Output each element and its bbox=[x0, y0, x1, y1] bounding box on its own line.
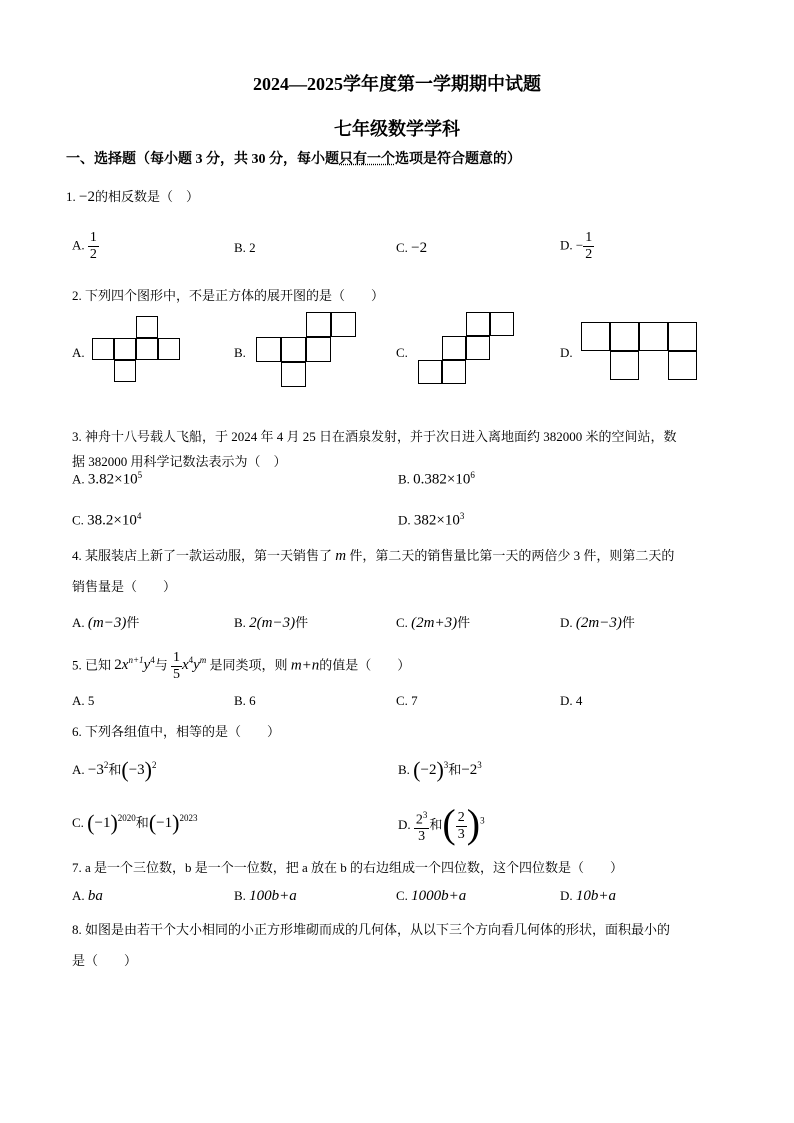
and-text: 和 bbox=[135, 815, 149, 830]
and-text: 和 bbox=[448, 762, 462, 777]
exponent: 3 bbox=[459, 511, 465, 521]
question-text: 件，第二天的销售量比第一天的两倍少 3 件，则第二天的 bbox=[346, 548, 675, 563]
option-b[interactable] bbox=[234, 612, 308, 632]
option-label: D. bbox=[560, 615, 573, 630]
unit: 件 bbox=[457, 615, 471, 630]
option-label: A. bbox=[72, 762, 85, 777]
option-expr: $(-3)^2$ bbox=[121, 757, 157, 782]
option-d-label[interactable]: D. bbox=[560, 345, 573, 360]
option-label: C. bbox=[396, 240, 408, 255]
option-value: 10b+a bbox=[575, 888, 617, 904]
option-label: C. bbox=[72, 815, 84, 830]
option-a[interactable] bbox=[72, 757, 157, 783]
option-value: 0.382×10 bbox=[413, 471, 471, 488]
and-text: 和 bbox=[429, 817, 443, 832]
option-a[interactable] bbox=[72, 612, 139, 632]
option-d[interactable] bbox=[560, 888, 616, 905]
exponent: 5 bbox=[137, 470, 143, 480]
option-label: C. bbox=[396, 615, 408, 630]
option-value: (2m−3) bbox=[575, 615, 622, 631]
option-value: 1000b+a bbox=[411, 888, 467, 904]
question-5 bbox=[72, 650, 410, 683]
unit: 件 bbox=[621, 615, 635, 630]
option-expr: $-2^3$ bbox=[461, 760, 482, 778]
option-value: (2m+3) bbox=[411, 615, 458, 631]
math-expr: m+n bbox=[290, 657, 320, 674]
option-d[interactable] bbox=[398, 511, 464, 529]
option-d[interactable]: D. − $\frac{1}{2}$ bbox=[560, 230, 593, 262]
question-text: 与 bbox=[154, 657, 168, 673]
option-a[interactable]: A. 5 bbox=[72, 693, 95, 708]
section-heading-part1: 一、选择题（每小题 3 分，共 30 分，每小题 bbox=[66, 152, 339, 167]
option-label: A. bbox=[72, 888, 85, 903]
cube-net-c bbox=[418, 312, 516, 388]
option-label: B. bbox=[234, 615, 246, 630]
question-4-line2: 销售量是（ ） bbox=[72, 579, 177, 594]
unit: 件 bbox=[126, 615, 140, 630]
question-expr: −2 bbox=[79, 189, 95, 205]
question-3-line1: 3. 神舟十八号载人飞船，于 2024 年 4 月 25 日在酒泉发射，并于次日进入离地面约 382000 米的空间站，数 bbox=[72, 429, 677, 444]
section-heading-emph: 只有一个 bbox=[339, 152, 395, 167]
option-value: 382×10 bbox=[413, 512, 460, 529]
option-label: D. bbox=[560, 888, 573, 903]
variable: m bbox=[335, 548, 347, 564]
option-c-label[interactable]: C. bbox=[396, 345, 408, 360]
cube-net-b bbox=[256, 312, 356, 390]
option-c[interactable] bbox=[396, 888, 466, 905]
question-number: 1. bbox=[66, 189, 76, 204]
question-text: 的值是（ ） bbox=[319, 657, 411, 673]
option-b[interactable]: B. 2 bbox=[234, 240, 256, 255]
option-d[interactable] bbox=[560, 612, 635, 632]
question-3-line2: 据 382000 用科学记数法表示为（ ） bbox=[72, 454, 287, 469]
option-label: A. bbox=[72, 615, 85, 630]
option-d[interactable]: D. 4 bbox=[560, 693, 583, 708]
section-heading bbox=[66, 148, 521, 168]
option-value: (m−3) bbox=[87, 615, 127, 631]
option-value: 100b+a bbox=[249, 888, 297, 904]
option-expr: $-3^2$ bbox=[87, 760, 109, 778]
option-label: C. bbox=[396, 888, 408, 903]
page-title: 2024—2025学年度第一学期期中试题 bbox=[253, 74, 541, 94]
and-text: 和 bbox=[108, 762, 122, 777]
option-c[interactable] bbox=[396, 612, 470, 632]
option-label: B. bbox=[398, 762, 410, 777]
page-subtitle: 七年级数学学科 bbox=[334, 119, 460, 139]
option-a[interactable] bbox=[72, 470, 142, 488]
fraction: $\frac{1}{2}$ bbox=[89, 230, 97, 262]
option-value: −2 bbox=[411, 240, 428, 256]
option-label: B. bbox=[398, 471, 410, 487]
question-text: 4. 某服装店上新了一款运动服，第一天销售了 bbox=[72, 548, 336, 563]
option-value: ba bbox=[87, 888, 103, 904]
option-value: 38.2×10 bbox=[87, 512, 137, 529]
question-text: 的相反数是（ ） bbox=[94, 189, 199, 204]
option-b[interactable]: B. 6 bbox=[234, 693, 256, 708]
question-7: 7. a 是一个三位数，b 是一个一位数，把 a 放在 b 的右边组成一个四位数，这个四位数是（ ） bbox=[72, 860, 624, 875]
exponent: 4 bbox=[136, 511, 142, 521]
option-c[interactable]: C. 7 bbox=[396, 693, 418, 708]
unit: 件 bbox=[295, 615, 309, 630]
question-2: 2. 下列四个图形中，不是正方体的展开图的是（ ） bbox=[72, 288, 385, 303]
option-value: 3.82×10 bbox=[87, 471, 138, 488]
fraction: $\frac{2^3}{3}$ bbox=[414, 807, 430, 846]
option-label: D. bbox=[398, 512, 411, 528]
option-c[interactable] bbox=[72, 511, 141, 529]
term-2: $x^4y^m$ bbox=[181, 655, 207, 674]
question-8-line2: 是（ ） bbox=[72, 953, 138, 968]
option-c[interactable] bbox=[396, 240, 427, 257]
question-1 bbox=[66, 187, 199, 207]
option-label: B. bbox=[234, 888, 246, 903]
option-b[interactable] bbox=[234, 888, 297, 905]
option-c[interactable] bbox=[72, 810, 197, 836]
option-expr: $(-1)^{2023}$ bbox=[148, 810, 198, 835]
cube-net-a bbox=[92, 316, 184, 384]
question-4-line1 bbox=[72, 546, 674, 566]
option-b[interactable] bbox=[398, 757, 482, 783]
option-d[interactable]: D. $\frac{2^3}{3}$ 和( $\frac{2}{3}$ )$^3$ bbox=[398, 801, 485, 846]
section-heading-part2: 选项是符合题意的） bbox=[395, 152, 521, 167]
question-6: 6. 下列各组值中，相等的是（ ） bbox=[72, 724, 281, 739]
fraction: $\frac{1}{5}$ bbox=[172, 650, 180, 682]
fraction: $\frac{2}{3}$ bbox=[457, 809, 465, 842]
option-label: D. bbox=[398, 817, 411, 832]
cube-net-d bbox=[581, 322, 697, 380]
question-8-line1: 8. 如图是由若干个大小相同的小正方形堆砌而成的几何体，从以下三个方向看几何体的形状，面积最小的 bbox=[72, 922, 671, 937]
option-b[interactable] bbox=[398, 470, 475, 488]
option-label: C. bbox=[72, 512, 84, 528]
fraction: $\frac{1}{2}$ bbox=[585, 230, 593, 262]
option-expr: $(-2)^3$ bbox=[413, 757, 449, 782]
option-a[interactable] bbox=[72, 230, 99, 263]
option-expr: $(-1)^{2020}$ bbox=[87, 810, 136, 835]
option-a-label[interactable]: A. bbox=[72, 345, 85, 360]
exponent: 6 bbox=[470, 470, 475, 480]
question-text: 是同类项，则 bbox=[209, 657, 288, 673]
option-value: 2(m−3) bbox=[249, 615, 296, 631]
option-label: D. bbox=[560, 237, 573, 253]
option-label: A. bbox=[72, 471, 85, 487]
term-1: $2x^{n+1}y^4$ bbox=[114, 655, 155, 674]
question-text: 5. 已知 bbox=[72, 657, 112, 673]
option-b-label[interactable]: B. bbox=[234, 345, 246, 360]
option-label: A. bbox=[72, 237, 85, 253]
option-a[interactable] bbox=[72, 888, 103, 905]
